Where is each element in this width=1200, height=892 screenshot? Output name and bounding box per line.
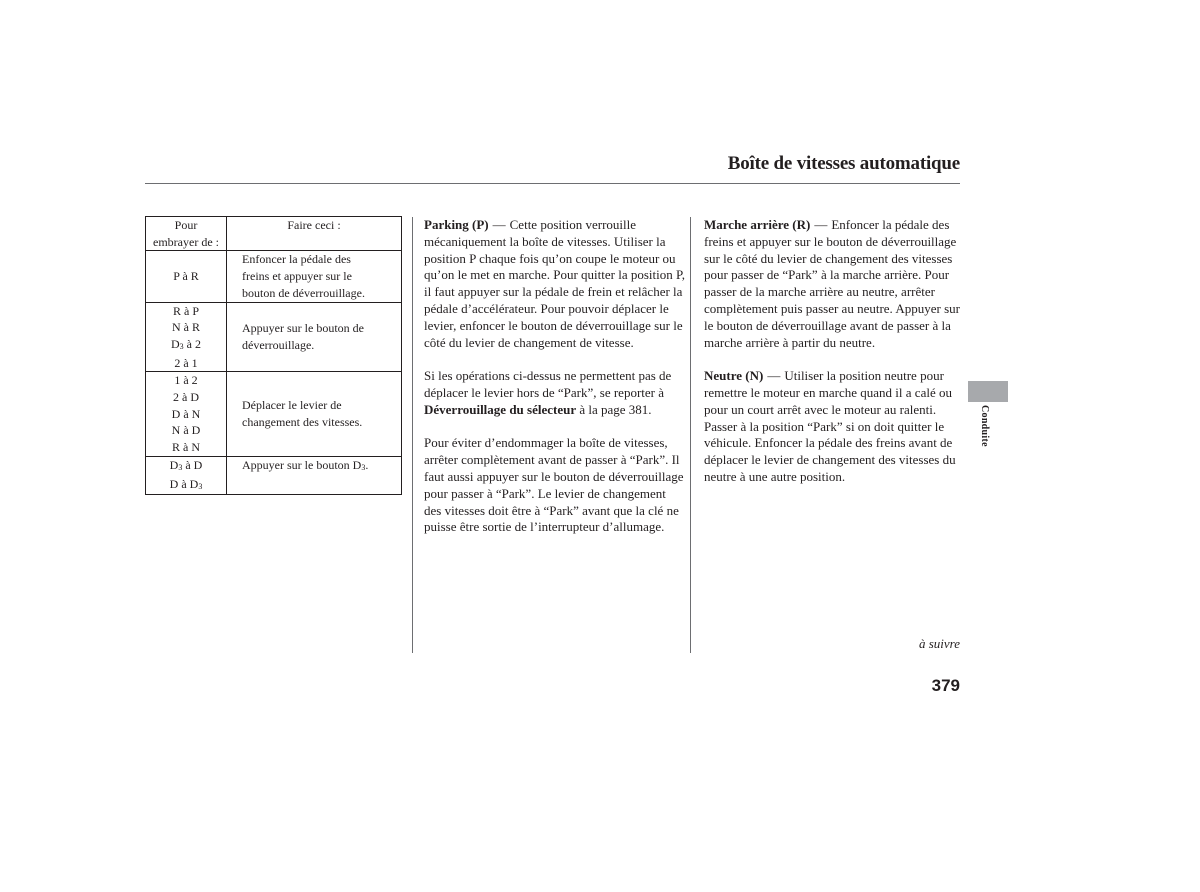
header-from: Pour embrayer de :	[146, 217, 227, 251]
table-cell-to: Appuyer sur le bouton D3.	[227, 456, 402, 494]
em-dash: —	[814, 217, 828, 232]
table-row	[146, 302, 402, 372]
parking-paragraph	[424, 217, 686, 351]
continued-note: à suivre	[918, 636, 960, 651]
header-to: Faire ceci :	[227, 217, 402, 251]
title-divider	[145, 183, 960, 184]
table-cell-from: R à P N à R D3 à 2 2 à 1	[146, 302, 227, 372]
table-cell-to: Appuyer sur le bouton de déverrouillage.	[227, 302, 402, 372]
reverse-text: Enfoncer la pédale des freins et appuyer sur le bouton de déverrouillage sur le côté du levier de changement des vitesses pour passer de “Park” à la marche arrière. Pour passer de la marche arrière au neutre, arrêter complètement puis passer au neutre. Appuyer sur le bouton de déverrouillage avant de passer à la marche arrière à partir du neutre.	[704, 217, 960, 350]
subscript-digit: 3	[198, 481, 203, 491]
section-tab	[968, 381, 1008, 402]
parking-text: Cette position verrouille mécaniquement la boîte de vitesses. Utiliser la position P chaque fois qu’on coupe le moteur ou qu’on le met en marche. Pour quitter la position P, il faut appuyer sur la pédale de frein et relâcher la pédale d’accélérateur. Pour pouvoir déplacer le levier, enfoncer le bouton de déverrouillage sur le côté du levier de changement de vitesse.	[424, 217, 686, 350]
section-label: Conduite	[979, 405, 990, 447]
table-cell-from: P à R	[146, 251, 227, 302]
table-cell-to: Enfoncer la pédale des freins et appuyer sur le bouton de déverrouillage.	[227, 251, 402, 302]
page-number: 379	[931, 676, 960, 695]
table-row	[146, 251, 402, 302]
table-cell-from: D3 à D D à D3	[146, 456, 227, 494]
table-cell-from: 1 à 2 2 à D D à N N à D R à N	[146, 372, 227, 457]
column-divider	[412, 217, 413, 653]
table-row	[146, 456, 402, 494]
subscript-digit: 3	[179, 341, 184, 351]
column-divider	[690, 217, 691, 653]
cross-reference: Déverrouillage du sélecteur	[424, 401, 577, 417]
subscript-digit: 3	[178, 462, 183, 472]
neutral-paragraph	[704, 368, 966, 486]
middle-column	[424, 217, 686, 553]
right-column	[704, 217, 966, 503]
subscript-digit: 3	[361, 462, 366, 472]
em-dash: —	[767, 368, 781, 384]
selector-release-paragraph: Si les opérations ci-dessus ne permettent pas de déplacer le levier hors de “Park”, se reporter à Déverrouillage du sélecteur à la page 381.	[424, 368, 672, 417]
reverse-heading: Marche arrière (R)	[704, 217, 811, 232]
neutral-text: Utiliser la position neutre pour remettre le moteur en marche quand il a calé ou pour un court arrêt avec le moteur au ralenti. Passer à la position “Park” si on doit quitter le véhicule. Enfoncer la pédale des freins avant de déplacer le levier de changement des vitesses du neutre à une autre position.	[704, 368, 956, 484]
table-header-row	[146, 217, 402, 251]
shift-procedure-table	[145, 216, 402, 495]
table-cell-to: Déplacer le levier de changement des vitesses.	[227, 372, 402, 457]
parking-heading: Parking (P)	[424, 217, 489, 232]
reverse-paragraph	[704, 217, 966, 351]
table-row	[146, 372, 402, 457]
neutral-heading: Neutre (N)	[704, 368, 764, 384]
em-dash: —	[492, 217, 506, 232]
page-title: Boîte de vitesses automatique	[727, 153, 960, 174]
park-caution-paragraph: Pour éviter d’endommager la boîte de vitesses, arrêter complètement avant de passer à “Park”. Il faut aussi appuyer sur le bouton de déverrouillage pour passer à “Park”. Le levier de changement des vitesses doit être à “Park” avant que la clé ne puisse être sortie de l’interrupteur d’allumage.	[424, 435, 684, 535]
